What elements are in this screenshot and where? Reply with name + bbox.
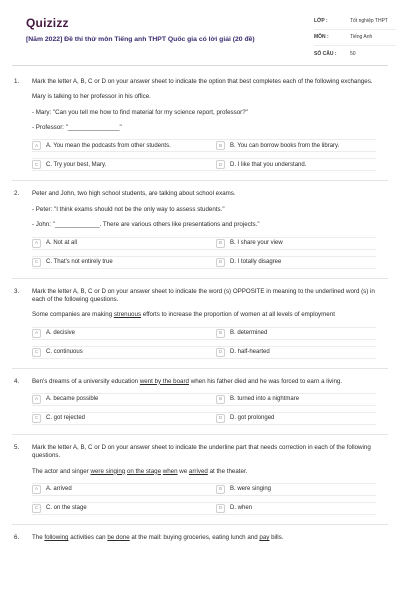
question-divider (12, 278, 388, 279)
option-text: D. I like that you understand. (230, 161, 307, 168)
sentence-text: The (32, 534, 45, 542)
option-letter-badge: C (32, 348, 41, 357)
option-letter-badge: C (32, 504, 41, 513)
question-3 (12, 288, 388, 359)
option-text: D. when (230, 505, 253, 512)
question-divider (12, 524, 388, 525)
option-letter-badge: D (216, 160, 225, 169)
underlined-part: following (44, 534, 69, 542)
question-number: 5. (14, 443, 20, 451)
option-letter-badge: A (32, 395, 41, 404)
option-letter-badge: D (216, 414, 225, 423)
question-sentence (32, 378, 376, 386)
question-line: - John: "_____________. There are various others like presentations and projects." (32, 221, 260, 229)
answer-options (32, 327, 376, 359)
option-text: C. Try your best, Mary. (46, 161, 107, 168)
underlined-word: strenuous (113, 311, 142, 319)
underlined-part: were singing (90, 467, 126, 475)
option-letter-badge: A (32, 329, 41, 338)
question-divider (12, 368, 388, 369)
question-number: 1. (14, 78, 20, 85)
option-text: A. Not at all (46, 239, 78, 246)
sentence-text: at the theater. (207, 467, 248, 475)
underlined-phrase: went by the board (139, 377, 190, 385)
answer-option-b[interactable] (216, 139, 376, 152)
meta-table (314, 14, 396, 62)
worksheet-header (12, 0, 388, 66)
question-line: - Mary: "Can you tell me how to find material for my science report, professor?" (32, 108, 248, 116)
question-instruction: Peter and John, two high school students, are talking about school exams. (32, 190, 236, 198)
option-text: B. turned into a nightmare (230, 396, 300, 403)
answer-option-a[interactable] (32, 139, 216, 152)
question-list (12, 66, 388, 549)
answer-options (32, 139, 376, 171)
answer-option-d[interactable] (216, 412, 376, 425)
sentence-text: Some companies are making (32, 311, 114, 319)
answer-option-c[interactable] (32, 256, 216, 269)
option-text: C. That's not entirely true (46, 258, 113, 265)
option-letter-badge: A (32, 485, 41, 494)
underlined-part: be done (107, 534, 130, 542)
sentence-text: efforts to increase the proportion of women at all levels of employment (141, 311, 335, 319)
answer-option-c[interactable] (32, 412, 216, 425)
answer-options (32, 237, 376, 269)
underlined-part: arrived (188, 467, 208, 475)
option-letter-badge: D (216, 258, 225, 267)
question-body (32, 378, 384, 425)
underlined-part: pay (259, 534, 270, 542)
option-letter-badge: D (216, 504, 225, 513)
question-number: 4. (14, 377, 20, 385)
question-body (32, 288, 384, 359)
option-letter-badge: B (216, 239, 225, 248)
sentence-text: activities can (68, 534, 108, 542)
sentence-text: we (177, 467, 189, 475)
answer-option-b[interactable] (216, 393, 376, 406)
question-line: - Peter: "I think exams should not be the only way to assess students." (32, 205, 225, 213)
sentence-text: when his father died and he was forced to earn a living. (189, 377, 343, 385)
underlined-part: on the stage (126, 467, 162, 475)
answer-option-b[interactable] (216, 237, 376, 250)
question-4 (12, 378, 388, 425)
question-sentence (32, 468, 376, 476)
question-body (32, 534, 384, 549)
sentence-text: The actor and singer (32, 467, 91, 475)
answer-option-a[interactable] (32, 393, 216, 406)
meta-value: Tốt nghiệp THPT (350, 18, 388, 25)
option-text: C. on the stage (46, 505, 87, 512)
question-divider (12, 434, 388, 435)
sentence-text: at the mall: buying groceries, eating lunch and (129, 534, 260, 542)
underlined-part: when (162, 467, 178, 475)
question-divider (12, 180, 388, 181)
answer-option-d[interactable] (216, 256, 376, 269)
question-1 (12, 78, 388, 171)
option-text: D. I totally disagree (230, 258, 282, 265)
option-text: A. decisive (46, 330, 76, 337)
question-number: 3. (14, 287, 20, 295)
question-line: - Professor: "_______________" (32, 124, 122, 132)
question-number: 2. (14, 190, 20, 198)
option-text: B. were singing (230, 486, 272, 493)
option-letter-badge: A (32, 239, 41, 248)
question-instruction: Mark the letter A, B, C or D on your answer sheet to indicate the word (s) OPPOSITE in meaning to the underlined word (s) in each of the following questions. (32, 287, 375, 303)
sentence-text: bills. (269, 534, 284, 542)
meta-label: SỐ CÂU : (314, 50, 337, 57)
meta-value: Tiếng Anh (350, 34, 373, 41)
answer-option-b[interactable] (216, 483, 376, 496)
question-body (32, 444, 384, 515)
option-text: D. got prolonged (230, 415, 275, 422)
answer-option-d[interactable] (216, 502, 376, 515)
option-letter-badge: B (216, 329, 225, 338)
meta-label: LỚP : (314, 18, 328, 25)
option-text: D. half-hearted (230, 349, 270, 356)
option-text: C. continuous (46, 349, 83, 356)
option-letter-badge: C (32, 414, 41, 423)
question-number: 6. (14, 534, 20, 542)
meta-label: MÔN : (314, 34, 329, 41)
answer-option-c[interactable] (32, 158, 216, 171)
quizizz-logo: Quizizz (26, 16, 69, 30)
answer-option-a[interactable] (32, 237, 216, 250)
option-letter-badge: D (216, 348, 225, 357)
answer-option-c[interactable] (32, 346, 216, 359)
option-letter-badge: B (216, 395, 225, 404)
option-letter-badge: C (32, 160, 41, 169)
option-text: B. You can borrow books from the library. (230, 142, 340, 149)
question-6 (12, 534, 388, 549)
option-text: B. I share your view (230, 239, 283, 246)
option-text: A. You mean the podcasts from other students. (46, 142, 171, 149)
answer-option-a[interactable] (32, 483, 216, 496)
meta-row-question-count (314, 46, 396, 62)
question-body (32, 78, 384, 171)
answer-option-d[interactable] (216, 346, 376, 359)
question-sentence (32, 311, 376, 319)
question-sentence (32, 534, 376, 542)
meta-value: 50 (350, 50, 356, 57)
meta-row-grade (314, 14, 396, 30)
option-text: A. became possible (46, 396, 99, 403)
document-title: [Năm 2022] Đề thi thử môn Tiếng anh THPT Quốc gia có lời giải (20 đề) (26, 36, 255, 43)
question-instruction: Mark the letter A, B, C or D on your answer sheet to indicate the option that best completes each of the following exchanges. (32, 78, 373, 85)
question-5 (12, 444, 388, 515)
sentence-text: Ben's dreams of a university education (32, 377, 140, 385)
question-2 (12, 190, 388, 268)
answer-option-b[interactable] (216, 327, 376, 340)
option-letter-badge: B (216, 141, 225, 150)
answer-options (32, 483, 376, 515)
option-text: A. arrived (46, 486, 72, 493)
meta-row-subject (314, 30, 396, 46)
answer-option-a[interactable] (32, 327, 216, 340)
question-line: Mary is talking to her professor in his office. (32, 93, 151, 101)
answer-option-d[interactable] (216, 158, 376, 171)
option-text: B. determined (230, 330, 268, 337)
answer-option-c[interactable] (32, 502, 216, 515)
question-body (32, 190, 384, 268)
option-letter-badge: B (216, 485, 225, 494)
answer-options (32, 393, 376, 425)
option-letter-badge: A (32, 141, 41, 150)
question-instruction: Mark the letter A, B, C or D on your answer sheet to indicate the underline part that needs correction in each of the following questions. (32, 443, 371, 460)
option-letter-badge: C (32, 258, 41, 267)
option-text: C. got rejected (46, 415, 86, 422)
